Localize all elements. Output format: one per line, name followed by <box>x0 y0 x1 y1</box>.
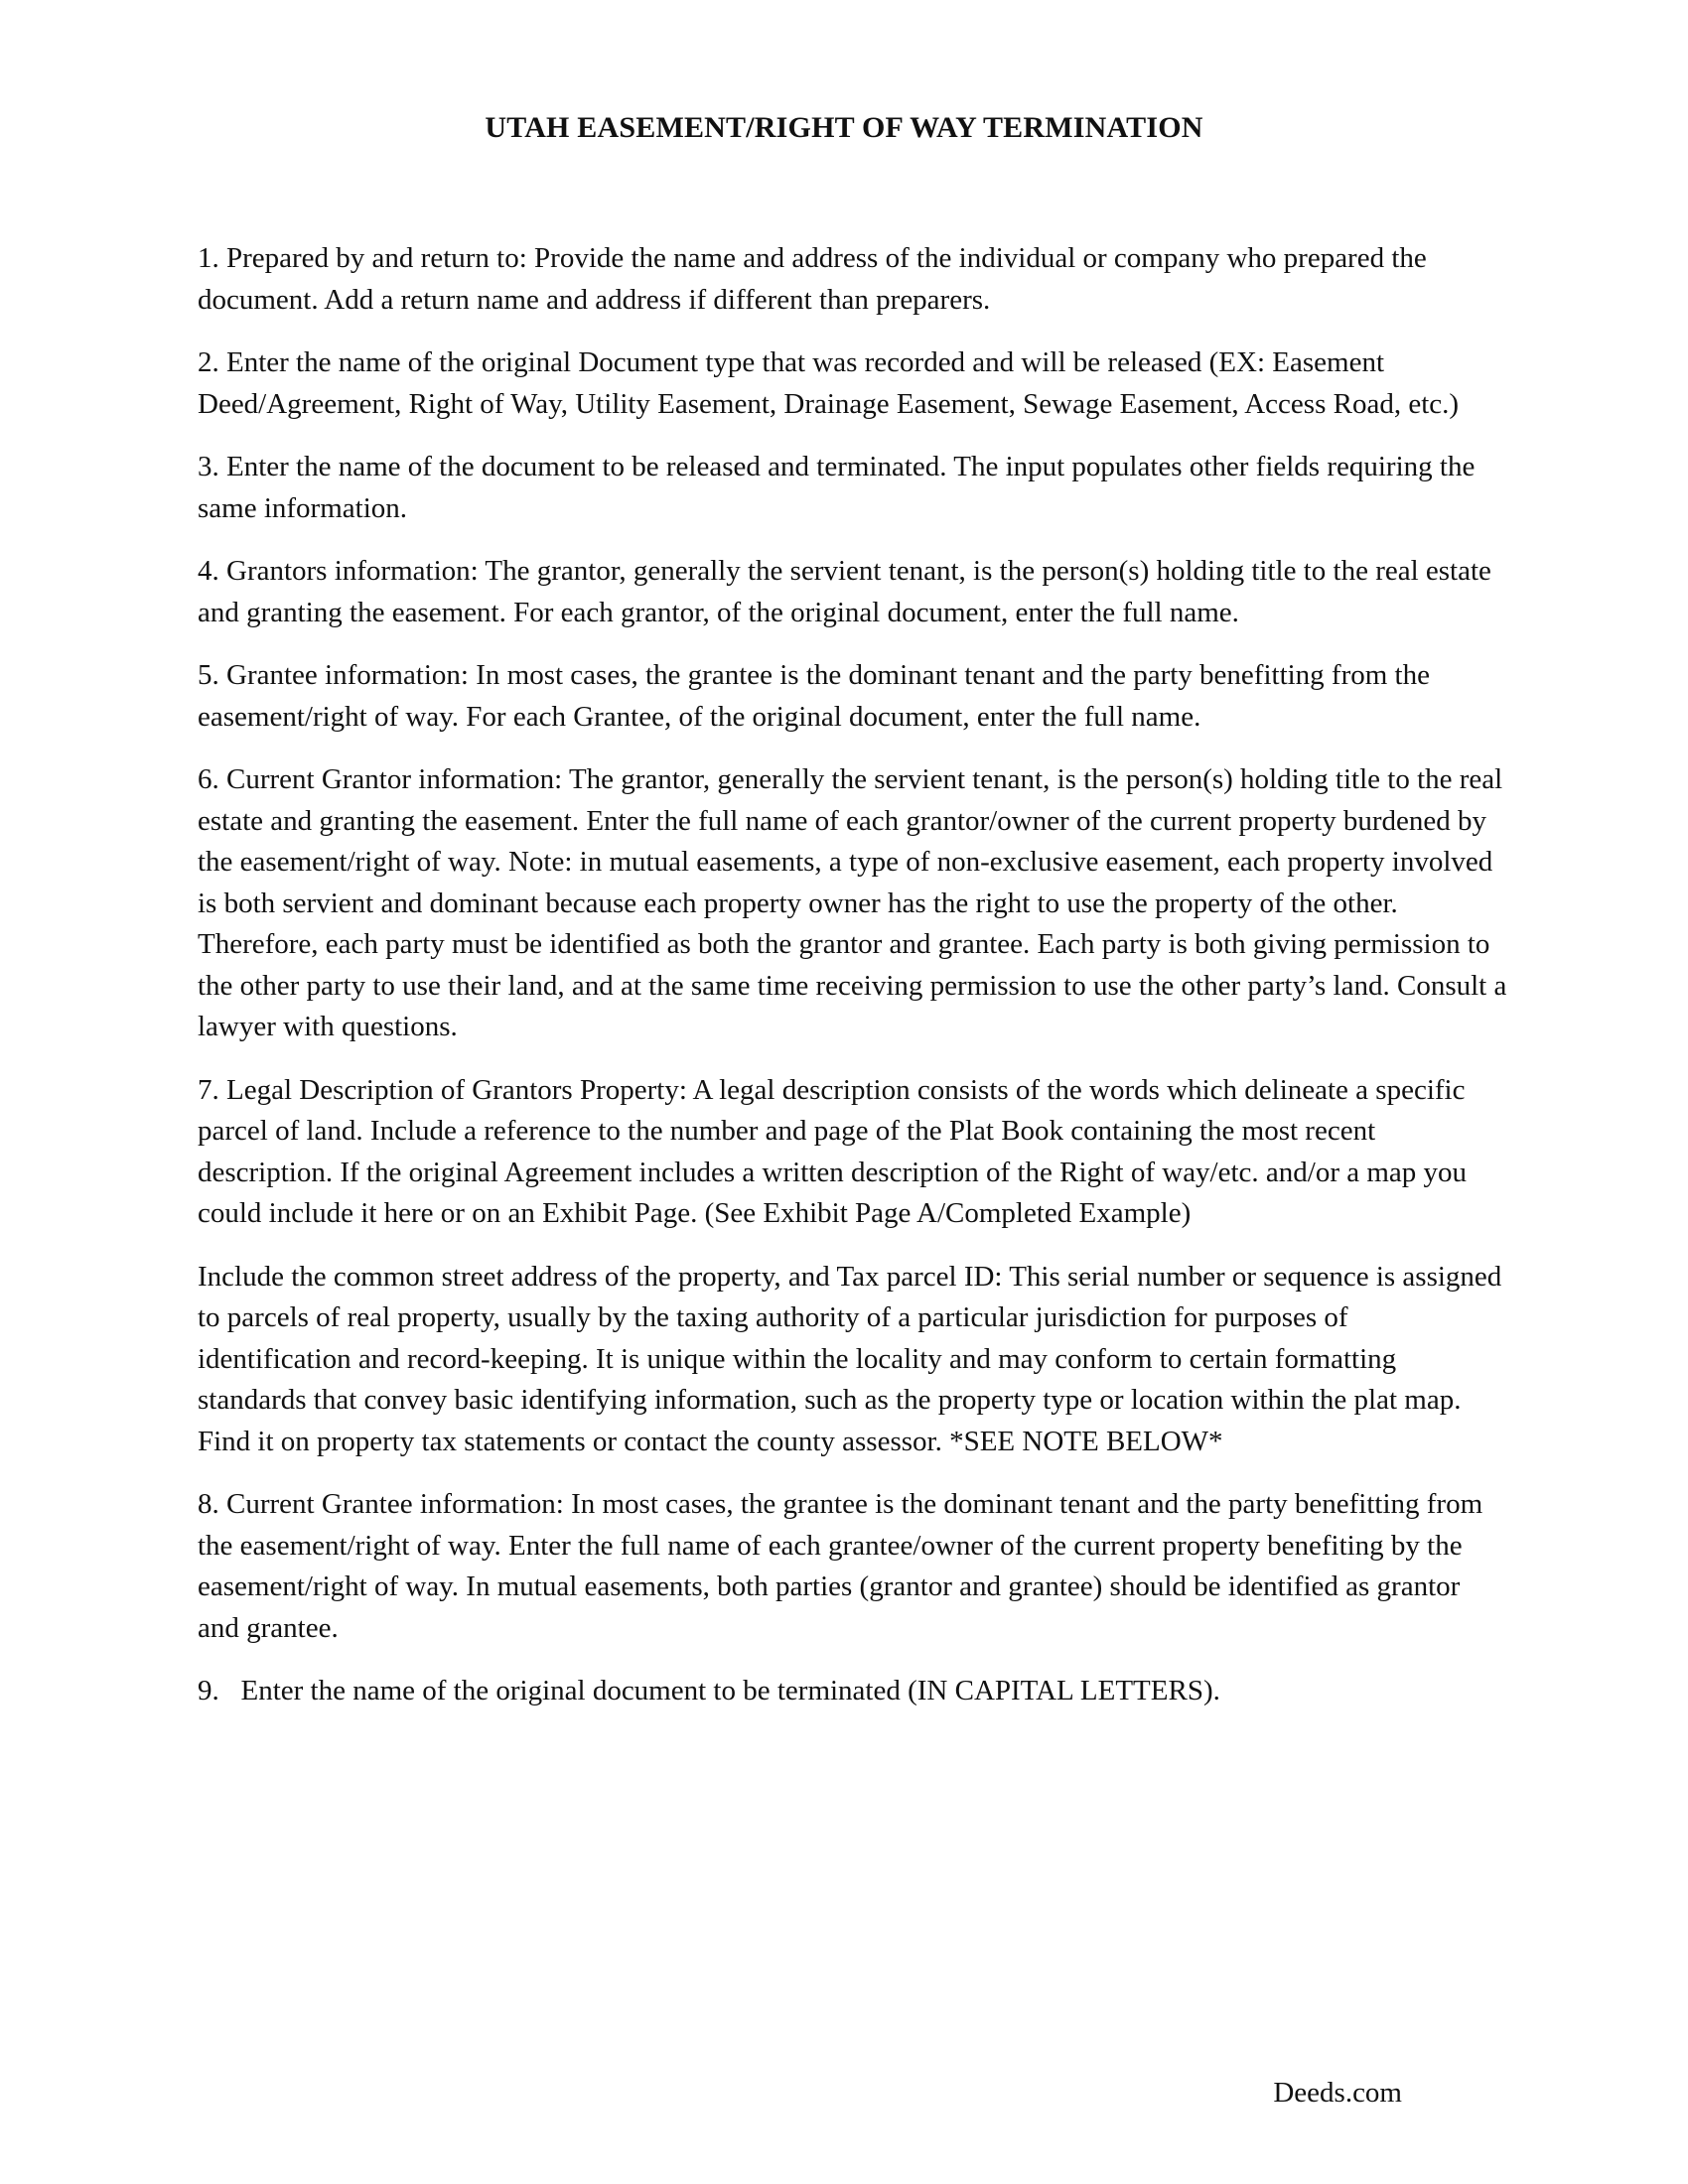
instruction-paragraph-9: 9. Enter the name of the original document to be terminated (IN CAPITAL LETTERS). <box>198 1675 1220 1706</box>
document-title: UTAH EASEMENT/RIGHT OF WAY TERMINATION <box>485 111 1203 144</box>
instruction-paragraph-4: 4. Grantors information: The grantor, generally the servient tenant, is the person(s) holding title to the real estate and granting the easement. For each grantor, of the original document, enter the full name. <box>198 555 1491 628</box>
footer-brand: Deeds.com <box>1273 2077 1402 2109</box>
instruction-paragraph-7: 7. Legal Description of Grantors Property: A legal description consists of the words which delineate a specific parcel of land. Include a reference to the number and page of the Plat Book containing the most recent description. If the original Agreement includes a written description of the Right of way/etc. and/or a map you could include it here or on an Exhibit Page. (See Exhibit Page A/Completed Example) <box>198 1073 1468 1229</box>
instruction-paragraph-8: 8. Current Grantee information: In most cases, the grantee is the dominant tenant and the party benefitting from the easement/right of way. Enter the full name of each grantee/owner of the current property benefiting by the easement/right of way. In mutual easements, both parties (grantor and grantee) should be identified as grantor and grantee. <box>198 1488 1483 1644</box>
instruction-paragraph-2: 2. Enter the name of the original Document type that was recorded and will be released (EX: Easement Deed/Agreement, Right of Way, Utility Easement, Drainage Easement, Sewage Easement, Access Road, etc.) <box>198 346 1460 420</box>
instruction-paragraph-7-continued: Include the common street address of the property, and Tax parcel ID: This serial number or sequence is assigned to parcels of real property, usually by the taxing authority of a particular jurisdiction for purposes of identification and record-keeping. It is unique within the locality and may conform to certain formatting standards that convey basic identifying information, such as the property type or location within the plat map. Find it on property tax statements or contact the county assessor. *SEE NOTE BELOW* <box>198 1260 1502 1457</box>
instruction-paragraph-5: 5. Grantee information: In most cases, the grantee is the dominant tenant and the party benefitting from the easement/right of way. For each Grantee, of the original document, enter the full name. <box>198 659 1430 733</box>
instruction-paragraph-6: 6. Current Grantor information: The grantor, generally the servient tenant, is the person(s) holding title to the real estate and granting the easement. Enter the full name of each grantor/owner of the current property burdened by the easement/right of way. Note: in mutual easements, a type of non-exclusive easement, each property involved is both servient and dominant because each property owner has the right to use the property of the other. Therefore, each party must be identified as both the grantor and grantee. Each party is both giving permission to the other party to use their land, and at the same time receiving permission to use the other party’s land. Consult a lawyer with questions. <box>198 763 1507 1042</box>
instructions-body <box>198 238 1508 1734</box>
instruction-paragraph-3: 3. Enter the name of the document to be released and terminated. The input populates other fields requiring the same information. <box>198 451 1476 524</box>
instruction-paragraph-1: 1. Prepared by and return to: Provide the name and address of the individual or company who prepared the document. Add a return name and address if different than preparers. <box>198 242 1427 316</box>
